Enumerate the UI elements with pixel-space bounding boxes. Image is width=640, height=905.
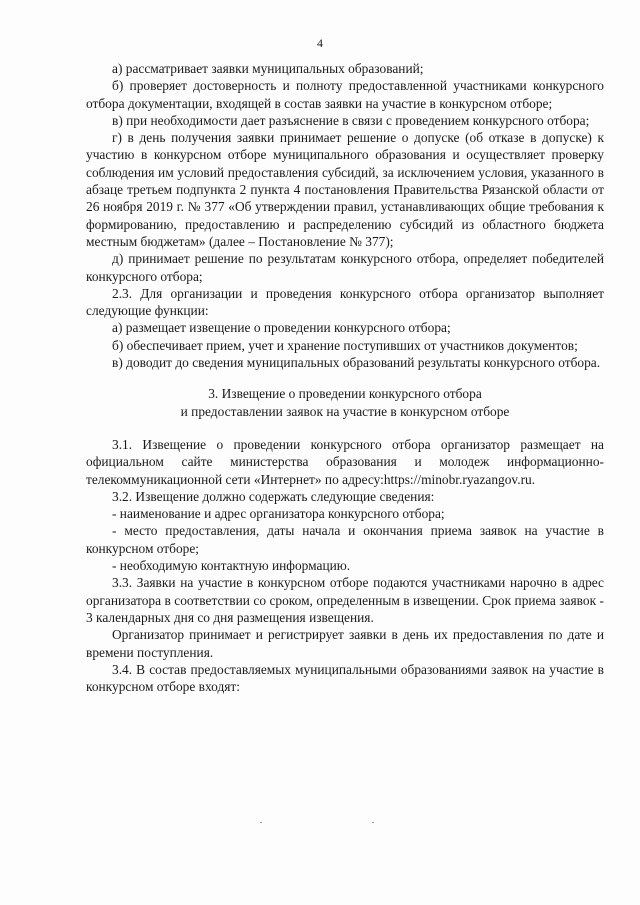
clause-3-2-item-2: - место предоставления, даты начала и окончания приема заявок на участие в конкурсном отборе;: [86, 523, 604, 556]
clause-3-3-b: Организатор принимает и регистрирует заявки в день их предоставления по дате и времени поступления.: [86, 627, 604, 660]
clause-2-3-intro: 2.3. Для организации и проведения конкурсного отбора организатор выполняет следующие функции:: [86, 285, 604, 319]
document-body: [86, 60, 604, 695]
section-3-title-line2: и предоставлении заявок на участие в конкурсном отборе: [180, 403, 510, 419]
scan-speck: [260, 822, 262, 823]
clause-3-1: 3.1. Извещение о проведении конкурсного отбора организатор размещает на официальном сайте министерства образования и молодеж информационно-телекоммуникационной сети «Интернет» по адресу:https://minobr.ryazangov.ru.: [86, 436, 604, 487]
clause-2-2-b: б) проверяет достоверность и полноту предоставленной участниками конкурсного отбора документации, входящей в состав заявки на участие в конкурсном отборе;: [86, 78, 604, 111]
clause-3-2: 3.2. Извещение должно содержать следующие сведения:: [112, 488, 435, 504]
clause-2-3-b: б) обеспечивает прием, учет и хранение поступивших от участников документов;: [112, 337, 578, 353]
clause-2-2-a: а) рассматривает заявки муниципальных образований;: [112, 61, 424, 76]
clause-3-2-item-1: - наименование и адрес организатора конкурсного отбора;: [112, 506, 445, 522]
page-number: 4: [317, 36, 323, 50]
clause-2-3-a: а) размещает извещение о проведении конкурсного отбора;: [112, 320, 451, 336]
clause-3-3: 3.3. Заявки на участие в конкурсном отборе подаются участниками нарочно в адрес организатора в соответствии со сроком, определенным в извещении. Срок приема заявок - 3 календарных дня со дня размещения извещения.: [86, 575, 604, 625]
clause-2-2-d: д) принимает решение по результатам конкурсного отбора, определяет победителей конкурсного отбора;: [86, 251, 604, 284]
clause-3-4: 3.4. В состав предоставляемых муниципальными образованиями заявок на участие в конкурсном отборе входят:: [86, 661, 604, 695]
section-3-title-line1: 3. Извещение о проведении конкурсного отбора: [208, 386, 482, 402]
clause-3-2-item-3: - необходимую контактную информацию.: [112, 558, 351, 574]
clause-2-2-v: в) при необходимости дает разъяснение в связи с проведением конкурсного отбора;: [112, 112, 590, 128]
clause-2-2-g: г) в день получения заявки принимает решение о допуске (об отказе в допуске) к участию в конкурсном отборе муниципального образования и осуществляет проверку соблюдения им условий предоставления субсидий, за исключением условия, указанного в абзаце третьем подпункта 2 пункта 4 постановления Правительства Рязанской области от 26 ноября 2019 г. № 377 «Об утверждении правил, устанавливающих общие требования к формированию, предоставлению и распределению субсидий из областного бюджета местным бюджетам» (далее – Постановление № 377);: [86, 130, 604, 249]
clause-2-3-v: в) доводит до сведения муниципальных образований результаты конкурсного отбора.: [112, 355, 601, 371]
scan-speck: [372, 822, 374, 823]
